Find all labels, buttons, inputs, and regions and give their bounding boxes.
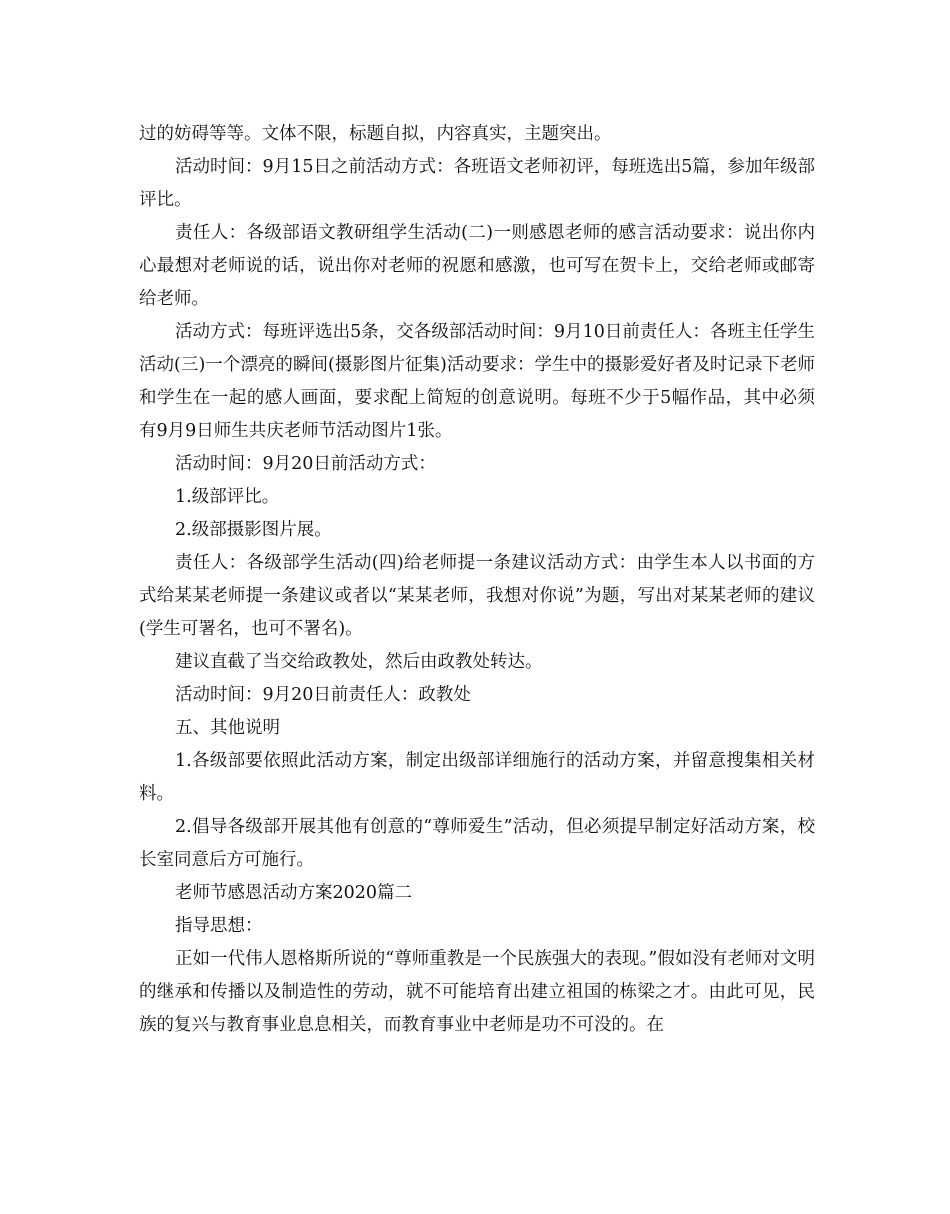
paragraph-activity-4: 责任人：各级部学生活动(四)给老师提一条建议活动方式：由学生本人以书面的方式给某某老师提一条建议或者以“某某老师，我想对你说”为题，写出对某某老师的建议(学生可署名，也可不署名)。 xyxy=(139,553,815,639)
list-item-other-1: 1.各级部要依照此活动方案，制定出级部详细施行的活动方案，并留意搜集相关材料。 xyxy=(139,751,815,804)
paragraph-guiding-thought: 正如一代伟人恩格斯所说的“尊师重教是一个民族强大的表现。”假如没有老师对文明的继承和传播以及制造性的劳动，就不可能培育出建立祖国的栋梁之才。由此可见，民族的复兴与教育事业息息相关，而教育事业中老师是功不可没的。在 xyxy=(139,949,815,1035)
paragraph-activity-time-4: 活动时间：9月20日前责任人：政教处 xyxy=(175,685,471,705)
paragraph-activity-time-1: 活动时间：9月15日之前活动方式：各班语文老师初评，每班选出5篇，参加年级部评比。 xyxy=(139,157,815,210)
paragraph-activity-2: 责任人：各级部语文教研组学生活动(二)一则感恩老师的感言活动要求：说出你内心最想对老师说的话，说出你对老师的祝愿和感激，也可写在贺卡上，交给老师或邮寄给老师。 xyxy=(139,223,815,309)
paragraph-activity-3: 活动方式：每班评选出5条，交各级部活动时间：9月10日前责任人：各班主任学生活动(三)一个漂亮的瞬间(摄影图片征集)活动要求：学生中的摄影爱好者及时记录下老师和学生在一起的感人画面，要求配上简短的创意说明。每班不少于5幅作品，其中必须有9月9日师生共庆老师节活动图片1张。 xyxy=(139,322,815,441)
list-item-other-2: 2.倡导各级部开展其他有创意的“尊师爱生”活动，但必须提早制定好活动方案，校长室同意后方可施行。 xyxy=(139,817,815,870)
list-item-2: 2.级部摄影图片展。 xyxy=(175,520,332,540)
paragraph-activity-time-3: 活动时间：9月20日前活动方式： xyxy=(175,454,436,474)
paragraph-continuation: 过的妨碍等等。文体不限，标题自拟，内容真实，主题突出。 xyxy=(139,124,612,144)
section-heading-other: 五、其他说明 xyxy=(175,718,280,738)
section-heading-guiding: 指导思想： xyxy=(175,916,263,936)
list-item-1: 1.级部评比。 xyxy=(175,487,280,507)
section-title-part-two: 老师节感恩活动方案2020篇二 xyxy=(175,883,413,903)
paragraph-suggestion: 建议直截了当交给政教处，然后由政教处转达。 xyxy=(175,652,543,672)
document-body xyxy=(139,118,815,1042)
